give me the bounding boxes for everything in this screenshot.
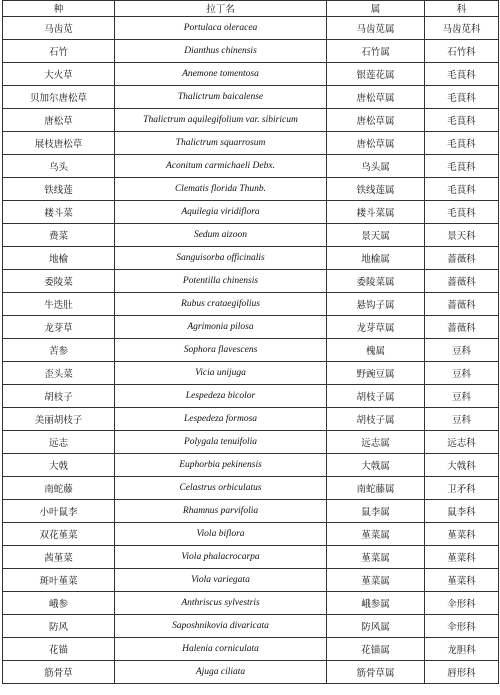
genus-cell: 胡枝子属 bbox=[327, 385, 425, 408]
genus-cell: 峨参属 bbox=[327, 592, 425, 615]
species-cell: 费菜 bbox=[3, 224, 115, 247]
species-cell: 峨参 bbox=[3, 592, 115, 615]
species-cell: 石竹 bbox=[3, 40, 115, 63]
latin-name-cell: Halenia corniculata bbox=[115, 638, 327, 661]
species-cell: 花锚 bbox=[3, 638, 115, 661]
family-cell: 毛茛科 bbox=[425, 63, 499, 86]
genus-cell: 银莲花属 bbox=[327, 63, 425, 86]
species-cell: 贝加尔唐松草 bbox=[3, 86, 115, 109]
genus-cell: 唐松草属 bbox=[327, 86, 425, 109]
table-row bbox=[3, 178, 499, 201]
family-cell: 毛茛科 bbox=[425, 109, 499, 132]
family-cell: 蔷薇科 bbox=[425, 270, 499, 293]
genus-cell: 花锚属 bbox=[327, 638, 425, 661]
family-cell: 伞形科 bbox=[425, 592, 499, 615]
family-cell: 石竹科 bbox=[425, 40, 499, 63]
genus-cell: 马齿苋属 bbox=[327, 17, 425, 40]
species-cell: 龙芽草 bbox=[3, 316, 115, 339]
header-row bbox=[3, 1, 499, 17]
latin-name-cell: Lespedeza bicolor bbox=[115, 385, 327, 408]
table-row bbox=[3, 431, 499, 454]
genus-cell: 堇菜属 bbox=[327, 546, 425, 569]
family-cell: 蔷薇科 bbox=[425, 247, 499, 270]
latin-name-cell: Aconitum carmichaeli Debx. bbox=[115, 155, 327, 178]
table-row bbox=[3, 201, 499, 224]
family-cell: 豆科 bbox=[425, 408, 499, 431]
table-row bbox=[3, 40, 499, 63]
family-cell: 堇菜科 bbox=[425, 546, 499, 569]
latin-name-cell: Viola phalacrocarpa bbox=[115, 546, 327, 569]
table-row bbox=[3, 17, 499, 40]
header-genus: 属 bbox=[327, 1, 425, 17]
latin-name-cell: Saposhnikovia divaricata bbox=[115, 615, 327, 638]
latin-name-cell: Viola variegata bbox=[115, 569, 327, 592]
latin-name-cell: Viola biflora bbox=[115, 523, 327, 546]
table-row bbox=[3, 661, 499, 684]
family-cell: 景天科 bbox=[425, 224, 499, 247]
family-cell: 毛茛科 bbox=[425, 155, 499, 178]
genus-cell: 鼠李属 bbox=[327, 500, 425, 523]
species-cell: 铁线莲 bbox=[3, 178, 115, 201]
genus-cell: 大戟属 bbox=[327, 454, 425, 477]
species-cell: 筋骨草 bbox=[3, 661, 115, 684]
species-cell: 歪头菜 bbox=[3, 362, 115, 385]
latin-name-cell: Portulaca oleracea bbox=[115, 17, 327, 40]
genus-cell: 南蛇藤属 bbox=[327, 477, 425, 500]
family-cell: 堇菜科 bbox=[425, 569, 499, 592]
genus-cell: 乌头属 bbox=[327, 155, 425, 178]
table-row bbox=[3, 362, 499, 385]
latin-name-cell: Sophora flavescens bbox=[115, 339, 327, 362]
species-cell: 唐松草 bbox=[3, 109, 115, 132]
species-cell: 美丽胡枝子 bbox=[3, 408, 115, 431]
species-cell: 小叶鼠李 bbox=[3, 500, 115, 523]
genus-cell: 唐松草属 bbox=[327, 132, 425, 155]
genus-cell: 悬钩子属 bbox=[327, 293, 425, 316]
latin-name-cell: Thalictrum aquilegifolium var. sibiricum bbox=[115, 109, 327, 132]
genus-cell: 防风属 bbox=[327, 615, 425, 638]
family-cell: 远志科 bbox=[425, 431, 499, 454]
species-cell: 茜堇菜 bbox=[3, 546, 115, 569]
genus-cell: 委陵菜属 bbox=[327, 270, 425, 293]
family-cell: 大戟科 bbox=[425, 454, 499, 477]
species-cell: 委陵菜 bbox=[3, 270, 115, 293]
table-row bbox=[3, 523, 499, 546]
table-row bbox=[3, 86, 499, 109]
latin-name-cell: Lespedeza formosa bbox=[115, 408, 327, 431]
species-cell: 南蛇藤 bbox=[3, 477, 115, 500]
genus-cell: 野豌豆属 bbox=[327, 362, 425, 385]
family-cell: 堇菜科 bbox=[425, 523, 499, 546]
latin-name-cell: Potentilla chinensis bbox=[115, 270, 327, 293]
family-cell: 伞形科 bbox=[425, 615, 499, 638]
genus-cell: 堇菜属 bbox=[327, 523, 425, 546]
family-cell: 龙胆科 bbox=[425, 638, 499, 661]
species-cell: 马齿苋 bbox=[3, 17, 115, 40]
table-row bbox=[3, 293, 499, 316]
family-cell: 蔷薇科 bbox=[425, 293, 499, 316]
latin-name-cell: Thalictrum baicalense bbox=[115, 86, 327, 109]
species-cell: 大火草 bbox=[3, 63, 115, 86]
species-cell: 乌头 bbox=[3, 155, 115, 178]
family-cell: 毛茛科 bbox=[425, 201, 499, 224]
header-species: 种 bbox=[3, 1, 115, 17]
genus-cell: 景天属 bbox=[327, 224, 425, 247]
table-row bbox=[3, 477, 499, 500]
family-cell: 豆科 bbox=[425, 339, 499, 362]
plant-species-table bbox=[2, 0, 499, 684]
family-cell: 鼠李科 bbox=[425, 500, 499, 523]
family-cell: 豆科 bbox=[425, 362, 499, 385]
latin-name-cell: Rhamnus parvifolia bbox=[115, 500, 327, 523]
table-row bbox=[3, 132, 499, 155]
latin-name-cell: Ajuga ciliata bbox=[115, 661, 327, 684]
genus-cell: 唐松草属 bbox=[327, 109, 425, 132]
genus-cell: 堇菜属 bbox=[327, 569, 425, 592]
table-header bbox=[3, 1, 499, 17]
species-cell: 防风 bbox=[3, 615, 115, 638]
species-cell: 耧斗菜 bbox=[3, 201, 115, 224]
family-cell: 豆科 bbox=[425, 385, 499, 408]
family-cell: 蔷薇科 bbox=[425, 316, 499, 339]
table-row bbox=[3, 339, 499, 362]
latin-name-cell: Thalictrum squarrosum bbox=[115, 132, 327, 155]
family-cell: 唇形科 bbox=[425, 661, 499, 684]
family-cell: 马齿苋科 bbox=[425, 17, 499, 40]
table-row bbox=[3, 592, 499, 615]
table-row bbox=[3, 546, 499, 569]
family-cell: 卫矛科 bbox=[425, 477, 499, 500]
species-cell: 地榆 bbox=[3, 247, 115, 270]
genus-cell: 地榆属 bbox=[327, 247, 425, 270]
genus-cell: 胡枝子属 bbox=[327, 408, 425, 431]
table-row bbox=[3, 109, 499, 132]
family-cell: 毛茛科 bbox=[425, 86, 499, 109]
table-row bbox=[3, 224, 499, 247]
latin-name-cell: Agrimonia pilosa bbox=[115, 316, 327, 339]
table-row bbox=[3, 500, 499, 523]
header-latin-name: 拉丁名 bbox=[115, 1, 327, 17]
latin-name-cell: Polygala tenuifolia bbox=[115, 431, 327, 454]
species-cell: 斑叶堇菜 bbox=[3, 569, 115, 592]
genus-cell: 石竹属 bbox=[327, 40, 425, 63]
table-row bbox=[3, 569, 499, 592]
table-row bbox=[3, 155, 499, 178]
table-row bbox=[3, 247, 499, 270]
genus-cell: 槐属 bbox=[327, 339, 425, 362]
latin-name-cell: Anthriscus sylvestris bbox=[115, 592, 327, 615]
genus-cell: 龙芽草属 bbox=[327, 316, 425, 339]
species-cell: 远志 bbox=[3, 431, 115, 454]
latin-name-cell: Sedum aizoon bbox=[115, 224, 327, 247]
latin-name-cell: Celastrus orbiculatus bbox=[115, 477, 327, 500]
latin-name-cell: Dianthus chinensis bbox=[115, 40, 327, 63]
species-cell: 牛迭肚 bbox=[3, 293, 115, 316]
header-family: 科 bbox=[425, 1, 499, 17]
genus-cell: 铁线莲属 bbox=[327, 178, 425, 201]
latin-name-cell: Sanguisorba officinalis bbox=[115, 247, 327, 270]
latin-name-cell: Clematis florida Thunb. bbox=[115, 178, 327, 201]
latin-name-cell: Rubus crataegifolius bbox=[115, 293, 327, 316]
latin-name-cell: Vicia unijuga bbox=[115, 362, 327, 385]
table-row bbox=[3, 408, 499, 431]
species-cell: 展枝唐松草 bbox=[3, 132, 115, 155]
family-cell: 毛茛科 bbox=[425, 132, 499, 155]
table-body bbox=[3, 17, 499, 684]
species-cell: 大戟 bbox=[3, 454, 115, 477]
family-cell: 毛茛科 bbox=[425, 178, 499, 201]
species-cell: 双花堇菜 bbox=[3, 523, 115, 546]
table-row bbox=[3, 385, 499, 408]
species-cell: 苦参 bbox=[3, 339, 115, 362]
genus-cell: 远志属 bbox=[327, 431, 425, 454]
latin-name-cell: Euphorbia pekinensis bbox=[115, 454, 327, 477]
table-row bbox=[3, 615, 499, 638]
genus-cell: 耧斗菜属 bbox=[327, 201, 425, 224]
latin-name-cell: Anemone tomentosa bbox=[115, 63, 327, 86]
species-cell: 胡枝子 bbox=[3, 385, 115, 408]
table-row bbox=[3, 454, 499, 477]
table-row bbox=[3, 316, 499, 339]
table-row bbox=[3, 63, 499, 86]
table-row bbox=[3, 638, 499, 661]
latin-name-cell: Aquilegia viridiflora bbox=[115, 201, 327, 224]
table-row bbox=[3, 270, 499, 293]
genus-cell: 筋骨草属 bbox=[327, 661, 425, 684]
